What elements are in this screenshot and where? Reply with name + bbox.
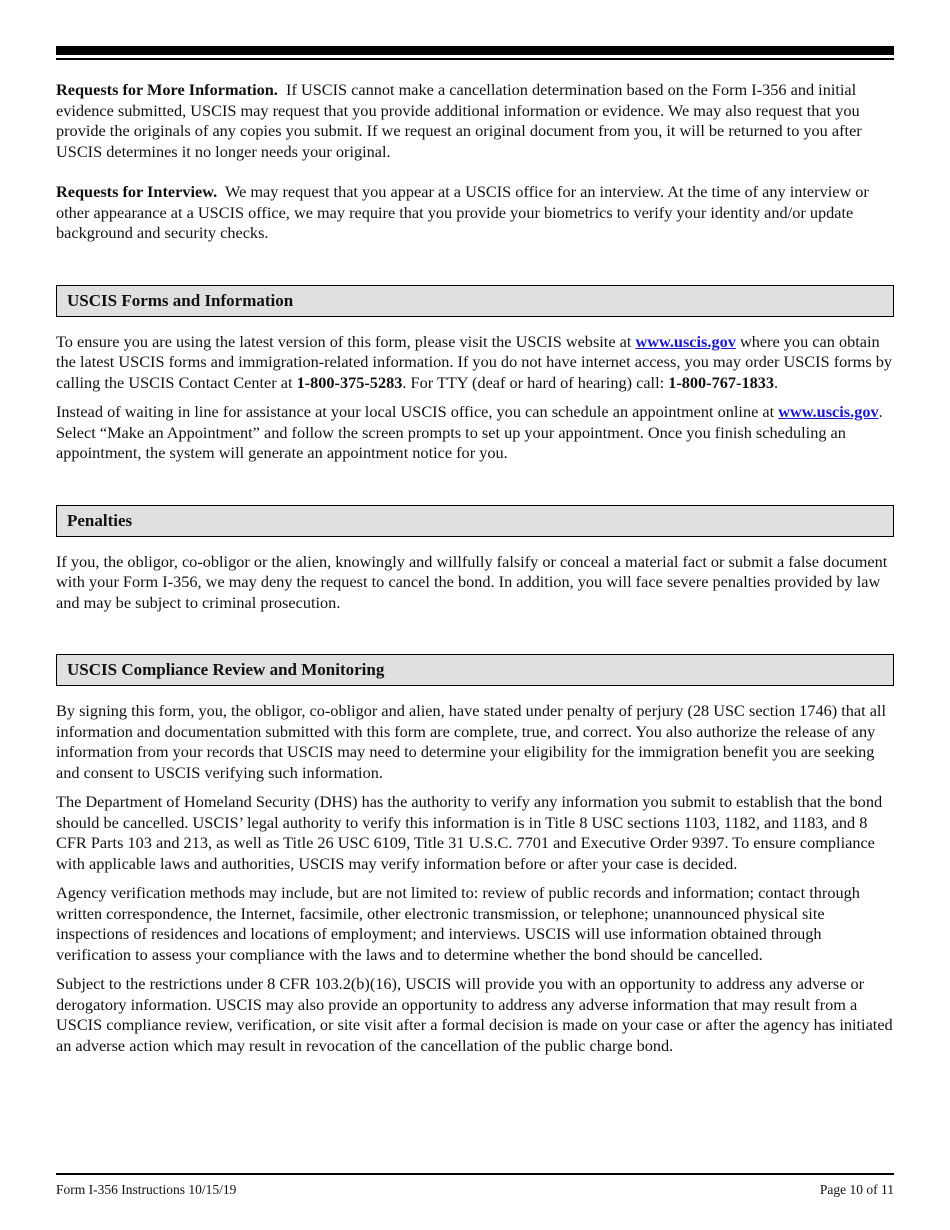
requests-interview-lead: Requests for Interview. bbox=[56, 182, 218, 201]
text-run: . Select “Make an Appointment” and follow the screen prompts to set up your appointment. Once you finish scheduling an appointment, the system will generate an appointment notice for you. bbox=[56, 402, 883, 462]
uscis-appointment-link[interactable]: www.uscis.gov bbox=[778, 402, 879, 421]
forms-info-paragraph-2 bbox=[56, 402, 894, 464]
compliance-paragraph-4: Subject to the restrictions under 8 CFR 103.2(b)(16), USCIS will provide you with an opportunity to address any adverse or derogatory information. USCIS may also provide an opportunity to address any adverse information that may result from a USCIS compliance review, verification, or site visit after a formal decision is made on your case or after the agency has initiated an adverse action which may result in revocation of the cancellation of the public charge bond. bbox=[56, 974, 893, 1055]
footer-form-label: Form I-356 Instructions 10/15/19 bbox=[56, 1182, 237, 1197]
requests-more-info-paragraph bbox=[56, 80, 894, 162]
tty-phone: 1-800-767-1833 bbox=[668, 372, 775, 392]
compliance-paragraph-3: Agency verification methods may include, but are not limited to: review of public records and information; contact through written correspondence, the Internet, facsimile, other electronic transmission, or telephone; unannounced physical site inspections of residences and locations of employment; and interviews. USCIS will use information obtained through verification to assess your compliance with the laws and to determine whether the bond should be cancelled. bbox=[56, 883, 860, 964]
text-run: where you can obtain the latest USCIS forms and immigration-related information. If you do not have internet access, you may order USCIS forms by calling the USCIS Contact Center at bbox=[56, 331, 893, 392]
section-title: USCIS Compliance Review and Monitoring bbox=[67, 660, 385, 679]
requests-interview-paragraph bbox=[56, 182, 894, 244]
section-heading-penalties bbox=[56, 505, 894, 537]
text-run: . For TTY (deaf or hard of hearing) call: bbox=[402, 372, 669, 392]
header-rule-thick bbox=[56, 46, 894, 55]
contact-center-phone: 1-800-375-5283 bbox=[296, 372, 403, 392]
penalties-paragraph: If you, the obligor, co-obligor or the alien, knowingly and willfully falsify or conceal a material fact or submit a false document with your Form I-356, we may deny the request to cancel the bond. In addition, you will face severe penalties provided by law and may be subject to criminal prosecution. bbox=[56, 551, 888, 612]
compliance-paragraph-1: By signing this form, you, the obligor, co-obligor and alien, have stated under penalty of perjury (28 USC section 1746) that all information and documentation submitted with this form are complete, true, and correct. You also authorize the release of any information from your records that USCIS may need to determine your eligibility for the immigration benefit you are seeking and consent to USCIS verifying such information. bbox=[56, 701, 886, 782]
forms-info-paragraph-1 bbox=[56, 332, 894, 394]
compliance-paragraph-2: The Department of Homeland Security (DHS) has the authority to verify any information you submit to establish that the bond should be cancelled. USCIS’ legal authority to verify this information is in Title 8 USC sections 1103, 1182, and 1183, and 8 CFR Parts 103 and 213, as well as Title 26 USC 6109, Title 31 U.S.C. 7701 and Executive Order 9397. To ensure compliance with applicable laws and authorities, USCIS may verify information before or after your case is decided. bbox=[56, 792, 883, 873]
text-run: To ensure you are using the latest version of this form, please visit the USCIS website at bbox=[56, 331, 636, 351]
requests-more-info-text: If USCIS cannot make a cancellation determination based on the Form I-356 and initial evidence submitted, USCIS may request that you provide additional information or evidence. We may also request that you provide the originals of any copies you submit. If we request an original document from you, it will be returned to you after USCIS determines it no longer needs your original. bbox=[56, 80, 862, 161]
requests-interview-text: We may request that you appear at a USCIS office for an interview. At the time of any interview or other appearance at a USCIS office, we may require that you provide your biometrics to verify your identity and/or update background and security checks. bbox=[56, 182, 869, 242]
footer-page-number: Page 10 of 11 bbox=[819, 1182, 894, 1197]
text-run: . bbox=[774, 372, 779, 392]
footer-rule bbox=[56, 1173, 894, 1175]
section-title: Penalties bbox=[67, 510, 133, 530]
section-heading-compliance bbox=[56, 654, 894, 686]
section-heading-forms-info bbox=[56, 285, 894, 317]
requests-more-info-lead: Requests for More Information. bbox=[56, 80, 278, 99]
section-title: USCIS Forms and Information bbox=[67, 290, 294, 310]
uscis-website-link[interactable]: www.uscis.gov bbox=[635, 331, 736, 351]
header-rule-thin bbox=[56, 58, 894, 60]
page-content bbox=[56, 80, 894, 1056]
text-run: Instead of waiting in line for assistance at your local USCIS office, you can schedule an appointment online at bbox=[56, 402, 779, 421]
